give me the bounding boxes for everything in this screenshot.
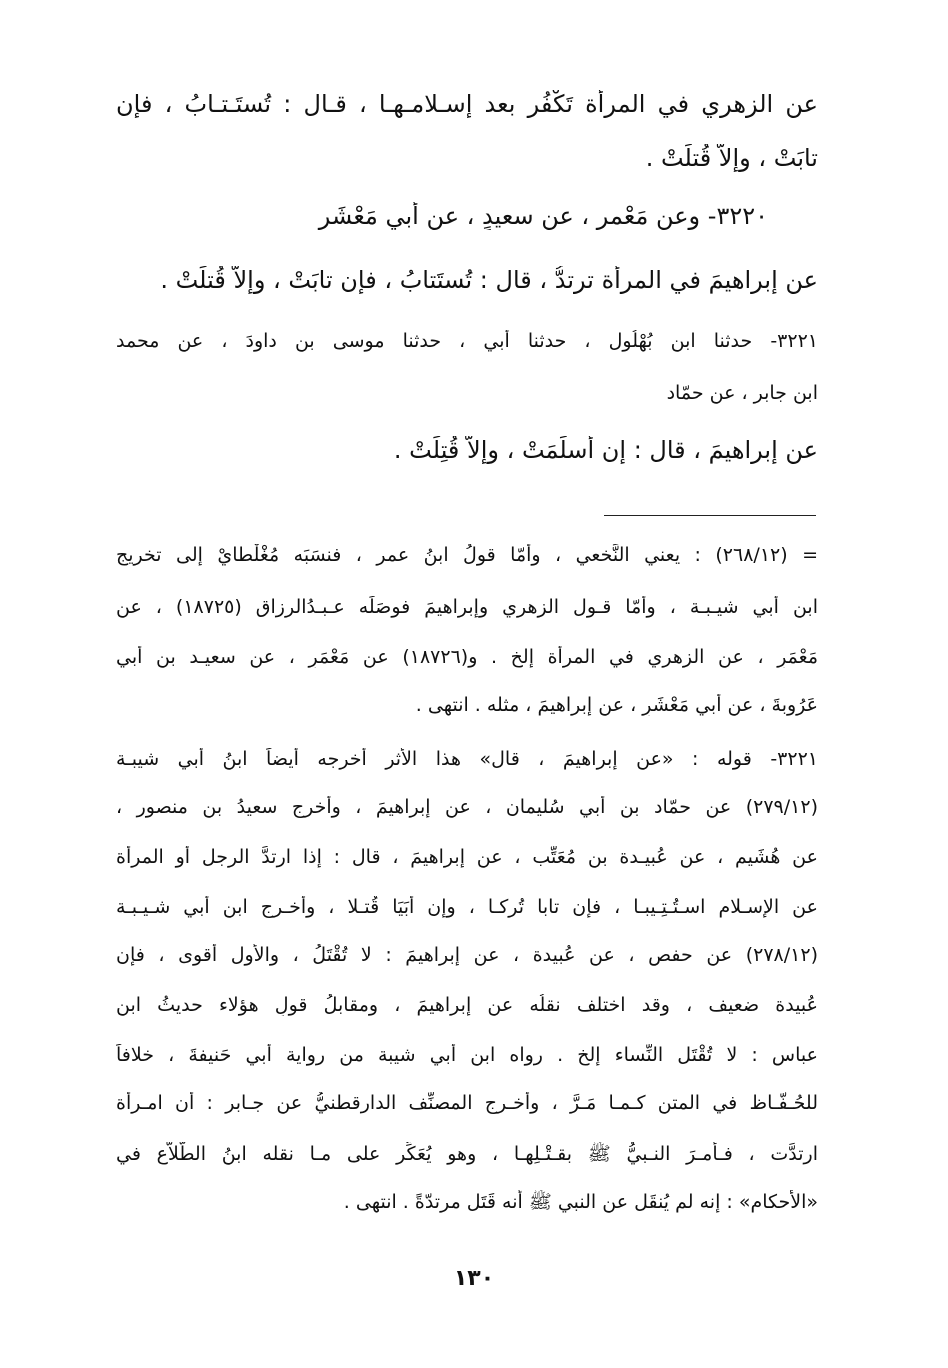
footnote-line-8: عن الإسـلام اسـتُـتِـيبـا ، فإن تابا تُركـا ، وإن أبَيَا قُتـلا ، وأخـرج ابن أبي شـيـبـة: [116, 896, 818, 918]
footnote-line-3: مَعْمَرٍ ، عن الزهري في المرأة إلخ . و(١٨٧٢٦) عن مَعْمَرٍ ، عن سعيـد بن أبي: [116, 646, 818, 668]
page-number: ١٣٠: [453, 1266, 495, 1291]
footnote-line-1: = (٢٦٨/١٢) : يعني النَّخعي ، وأمّا قولُ ابنُ عمر ، فنسَبَه مُغْلْطايْ إلى تخريج: [116, 544, 818, 566]
footnote-line-13: ارتدَّت ، فـأمـرَ النـبيُّ ﷺ بقـتْـلِهـا ، وهو يُعَكِّر على مـا نقله ابنُ الطَّلاَّع في: [116, 1143, 818, 1165]
footnote-line-14: «الأحكام» : إنه لم يُنقَل عن النبي ﷺ أنه قَتَل مرتدّةً . انتهى .: [343, 1191, 818, 1213]
main-line-1: عن الزهري في المرأة تَكْفُر بعد إسـلامـهـا ، قـال : تُستَـتـابُ ، فإن: [116, 90, 818, 118]
footnote-line-5: ٣٢٢١- قوله : «عن إبراهيمَ ، قال» هذا الأثر أخرجه أيضاً ابنُ أبي شيبـة: [116, 748, 818, 770]
footnote-line-9: (٢٧٨/١٢) عن حفصٍ ، عن عُبيدة ، عن إبراهيمَ : لا تُقْتَلُ ، والأول أقوى ، فإن: [116, 944, 818, 966]
footnote-line-2: ابن أبي شيـبـة ، وأمّا قـول الزهري وإبراهيمَ فوصَلَه عـبـدُالرزاق (١٨٧٢٥) ، عن: [116, 596, 818, 618]
footnote-line-10: عُبيدة ضعيف ، وقد اختلف نقلُه عن إبراهيمَ ، ومقابلُ قولِ هؤلاء حديثُ ابن: [116, 994, 818, 1016]
main-line-7: عن إبراهيمَ ، قال : إن أسلَمَتْ ، وإلاّ قُتِلَتْ .: [393, 436, 818, 464]
main-line-2: تابَتْ ، وإلاّ قُتلَتْ .: [645, 144, 818, 172]
footnote-separator: [604, 515, 816, 516]
main-line-4: عن إبراهيمَ في المرأة ترتدُّ ، قال : تُستَتابُ ، فإن تابَتْ ، وإلاّ قُتلَتْ .: [160, 266, 818, 294]
footnote-line-7: عن هُشَيم ، عن عُبيـدة بن مُعَتِّب ، عن إبراهيمَ ، قال : إذا ارتدَّ الرجل أو المرأة: [116, 846, 818, 868]
main-line-5: ٣٢٢١- حدثنا ابن بُهْلُول ، حدثنا أبي ، حدثنا موسى بن داودَ ، عن محمد: [116, 330, 818, 352]
main-line-3: ٣٢٢٠- وعن مَعْمر ، عن سعيدٍ ، عن أبي مَعْشَرٍ: [318, 202, 768, 230]
footnote-line-4: عَرُوبةَ ، عن أبي مَعْشَرٍ ، عن إبراهيمَ ، مثله . انتهى .: [415, 694, 818, 716]
footnote-line-11: عباس : لا تُقْتَل النِّساء إلخ . رواه ابن أبي شيبة من رواية أبي حَنيفةَ ، خلافاً: [116, 1044, 818, 1066]
footnote-line-6: (٢٧٩/١٢) عن حمّاد بن أبي سُليمان ، عن إبراهيمَ ، وأخرج سعيدُ بن منصور ،: [116, 796, 818, 818]
footnote-line-12: للحُـفَّـاظ في المتن كـمـا مَـرَّ ، وأخـرج المصنِّف الدارقطنيُّ عن جـابر : أن امـرأة: [116, 1092, 818, 1114]
main-line-6: ابن جابر ، عن حمّاد: [666, 382, 818, 404]
